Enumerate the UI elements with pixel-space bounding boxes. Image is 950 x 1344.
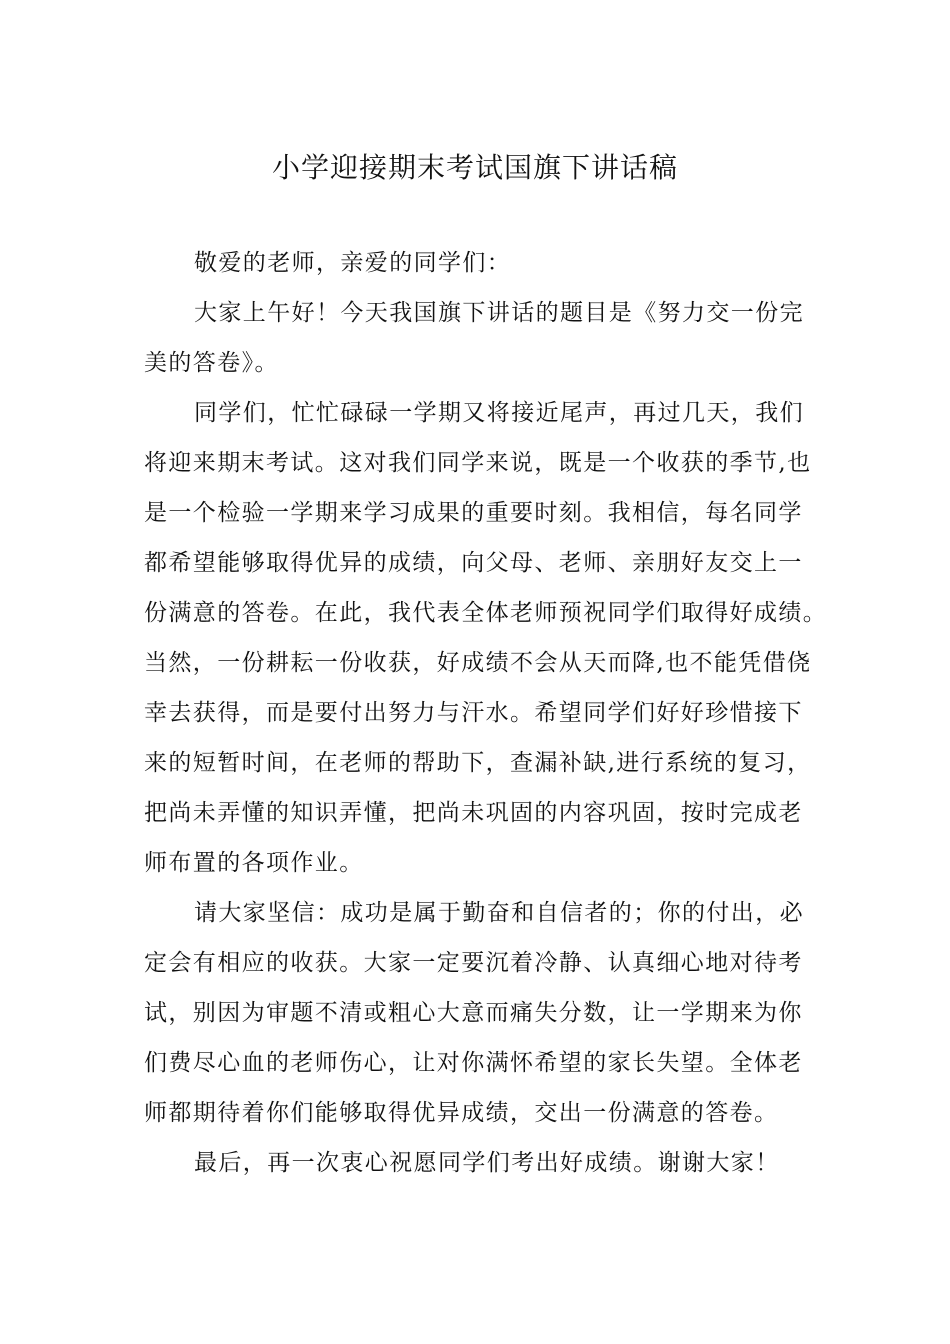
paragraph-line: 们费尽心血的老师伤心，让对你满怀希望的家长失望。全体老 bbox=[144, 1050, 803, 1076]
paragraph-line: 试，别因为审题不清或粗心大意而痛失分数，让一学期来为你 bbox=[144, 1000, 803, 1026]
salutation-line: 敬爱的老师，亲爱的同学们： bbox=[194, 250, 512, 276]
paragraph-line: 师布置的各项作业。 bbox=[144, 850, 364, 876]
paragraph-line: 都希望能够取得优异的成绩，向父母、老师、亲朋好友交上一 bbox=[144, 550, 803, 576]
paragraph-line: 当然，一份耕耘一份收获，好成绩不会从天而降,也不能凭借侥 bbox=[144, 650, 812, 676]
paragraph-line: 把尚未弄懂的知识弄懂，把尚未巩固的内容巩固，按时完成老 bbox=[144, 800, 803, 826]
paragraph-line: 将迎来期末考试。这对我们同学来说，既是一个收获的季节,也 bbox=[144, 450, 812, 476]
document-body bbox=[144, 238, 828, 1188]
paragraph-line: 定会有相应的收获。大家一定要沉着冷静、认真细心地对待考 bbox=[144, 950, 803, 976]
paragraph-line: 幸去获得，而是要付出努力与汗水。希望同学们好好珍惜接下 bbox=[144, 700, 803, 726]
paragraph-line: 是一个检验一学期来学习成果的重要时刻。我相信，每名同学 bbox=[144, 500, 803, 526]
closing-line: 最后，再一次衷心祝愿同学们考出好成绩。谢谢大家！ bbox=[194, 1150, 780, 1176]
paragraph-line: 同学们，忙忙碌碌一学期又将接近尾声，再过几天，我们 bbox=[194, 400, 804, 426]
document-title: 小学迎接期末考试国旗下讲话稿 bbox=[271, 151, 678, 184]
paragraph-line: 请大家坚信：成功是属于勤奋和自信者的；你的付出，必 bbox=[194, 900, 804, 926]
paragraph-line: 师都期待着你们能够取得优异成绩，交出一份满意的答卷。 bbox=[144, 1100, 779, 1126]
paragraph-line: 大家上午好！今天我国旗下讲话的题目是《努力交一份完 bbox=[194, 300, 804, 326]
paragraph-line: 份满意的答卷。在此，我代表全体老师预祝同学们取得好成绩。 bbox=[144, 600, 828, 626]
paragraph-line: 美的答卷》。 bbox=[144, 350, 279, 376]
paragraph-line: 来的短暂时间，在老师的帮助下，查漏补缺,进行系统的复习， bbox=[144, 750, 812, 776]
